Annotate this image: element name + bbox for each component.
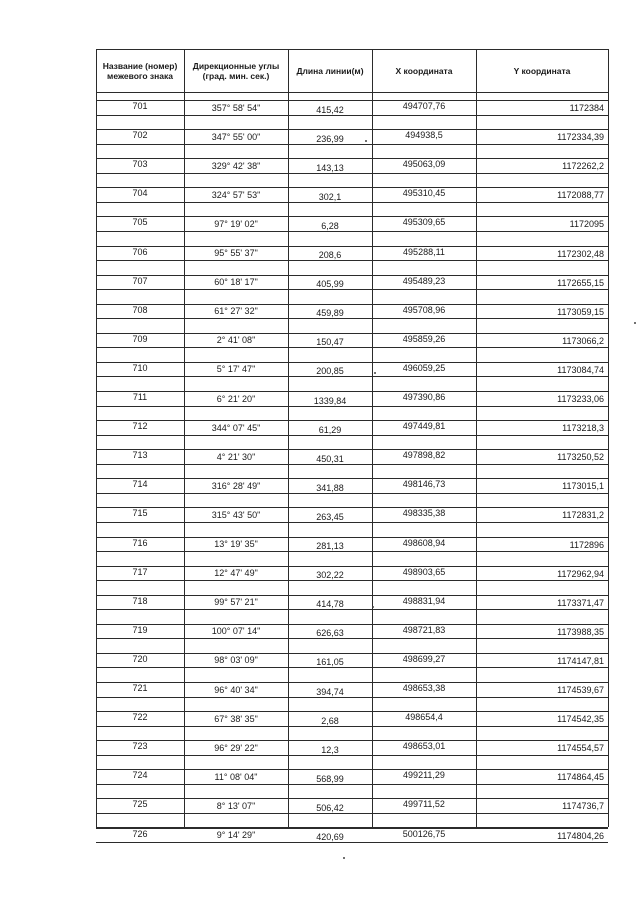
x-coordinate-cell: 500126,75	[402, 829, 446, 839]
segment-divider	[96, 347, 608, 348]
segment-divider	[96, 842, 608, 843]
point-name-cell: 725	[132, 799, 148, 809]
point-name-cell: 707	[132, 276, 148, 286]
point-name-cell: 716	[132, 538, 148, 548]
y-coordinate-cell: 1172831,2	[562, 510, 604, 520]
y-coordinate-cell: 1174864,45	[557, 772, 604, 782]
x-coordinate-cell: 494938,5	[405, 130, 443, 140]
y-coordinate-cell: 1174542,35	[557, 714, 604, 724]
segment-divider	[96, 580, 608, 581]
line-length-cell: 143,13	[316, 163, 344, 173]
direction-angle-cell: 67° 38' 35"	[214, 714, 258, 724]
y-coordinate-cell: 1174554,57	[557, 743, 604, 753]
direction-angle-cell: 315° 43' 50"	[211, 510, 261, 520]
scan-speck	[343, 857, 345, 859]
point-name-cell: 719	[132, 625, 148, 635]
segment-divider	[96, 318, 608, 319]
line-length-cell: 459,89	[316, 308, 344, 318]
x-coordinate-cell: 498608,94	[402, 538, 446, 548]
line-length-cell: 415,42	[316, 105, 344, 115]
header-bottom-border	[96, 92, 608, 93]
segment-divider	[96, 435, 608, 436]
point-name-cell: 720	[132, 654, 148, 664]
y-coordinate-cell: 1174539,67	[557, 685, 604, 695]
segment-divider	[96, 638, 608, 639]
y-coordinate-cell: 1172088,77	[557, 190, 604, 200]
point-name-cell: 702	[132, 130, 148, 140]
x-coordinate-cell: 498721,83	[402, 625, 446, 635]
line-length-cell: 12,3	[321, 745, 339, 755]
direction-angle-cell: 96° 40' 34"	[214, 685, 258, 695]
y-coordinate-cell: 1173250,52	[557, 452, 604, 462]
y-coordinate-cell: 1172655,15	[557, 278, 604, 288]
segment-divider	[96, 609, 608, 610]
line-length-cell: 341,88	[316, 483, 344, 493]
segment-divider	[96, 697, 608, 698]
x-coordinate-cell: 495310,45	[402, 188, 446, 198]
point-name-cell: 717	[132, 567, 148, 577]
header-line-length: Длина линии(м)	[296, 65, 364, 76]
segment-divider	[96, 115, 608, 116]
segment-divider	[96, 202, 608, 203]
x-coordinate-cell: 498903,65	[402, 567, 446, 577]
x-coordinate-cell: 498653,38	[402, 683, 446, 693]
segment-divider	[96, 406, 608, 407]
direction-angle-cell: 357° 58' 54"	[211, 103, 261, 113]
y-coordinate-cell: 1173059,15	[557, 307, 604, 317]
x-coordinate-cell: 498335,38	[402, 508, 446, 518]
point-name-cell: 724	[132, 770, 148, 780]
line-length-cell: 208,6	[318, 250, 342, 260]
line-length-cell: 420,69	[316, 832, 344, 842]
segment-divider	[96, 231, 608, 232]
x-coordinate-cell: 495063,09	[402, 159, 446, 169]
point-name-cell: 712	[132, 421, 148, 431]
x-coordinate-cell: 497898,82	[402, 450, 446, 460]
y-coordinate-cell: 1172302,48	[557, 249, 604, 259]
line-length-cell: 2,68	[321, 716, 339, 726]
segment-divider	[96, 522, 608, 523]
direction-angle-cell: 8° 13' 07"	[216, 801, 256, 811]
point-name-cell: 715	[132, 508, 148, 518]
line-length-cell: 6,28	[321, 221, 339, 231]
point-name-cell: 713	[132, 450, 148, 460]
segment-divider	[96, 464, 608, 465]
point-name-cell: 701	[132, 101, 148, 111]
point-name-cell: 726	[132, 829, 148, 839]
segment-divider	[96, 376, 608, 377]
point-name-cell: 723	[132, 741, 148, 751]
x-coordinate-cell: 497390,86	[402, 392, 446, 402]
y-coordinate-cell: 1173015,1	[562, 481, 604, 491]
x-coordinate-cell: 495309,65	[402, 217, 446, 227]
y-coordinate-cell: 1173988,35	[557, 627, 604, 637]
x-coordinate-cell: 498831,94	[402, 596, 446, 606]
direction-angle-cell: 60° 18' 17"	[214, 277, 258, 287]
direction-angle-cell: 347° 55' 00"	[211, 132, 261, 142]
y-coordinate-cell: 1172334,39	[557, 132, 604, 142]
direction-angle-cell: 98° 03' 09"	[214, 655, 258, 665]
point-name-cell: 711	[132, 392, 148, 402]
segment-divider	[96, 784, 608, 785]
header-direction-angle: Дирекционные углы (град. мин. сек.)	[192, 60, 280, 81]
line-length-cell: 302,22	[316, 570, 344, 580]
segment-divider	[96, 667, 608, 668]
segment-divider	[96, 813, 608, 814]
y-coordinate-cell: 1174804,26	[557, 831, 604, 841]
x-coordinate-cell: 495489,23	[402, 276, 446, 286]
x-coordinate-cell: 498699,27	[402, 654, 446, 664]
line-length-cell: 61,29	[318, 425, 342, 435]
y-coordinate-cell: 1173233,06	[557, 394, 604, 404]
scan-speck	[374, 372, 376, 374]
x-coordinate-cell: 497449,81	[402, 421, 446, 431]
point-name-cell: 722	[132, 712, 148, 722]
direction-angle-cell: 11° 08' 04"	[214, 772, 258, 782]
line-length-cell: 568,99	[316, 774, 344, 784]
direction-angle-cell: 95° 55' 37"	[214, 248, 258, 258]
y-coordinate-cell: 1172896	[569, 540, 604, 550]
point-name-cell: 709	[132, 334, 148, 344]
segment-divider	[96, 755, 608, 756]
line-length-cell: 626,63	[316, 628, 344, 638]
x-coordinate-cell: 494707,76	[402, 101, 446, 111]
x-coordinate-cell: 499711,52	[403, 799, 445, 809]
y-coordinate-cell: 1174736,7	[562, 801, 604, 811]
point-name-cell: 708	[132, 305, 148, 315]
x-coordinate-cell: 498146,73	[402, 479, 446, 489]
line-length-cell: 263,45	[316, 512, 344, 522]
table-bottom-border	[96, 827, 608, 828]
line-length-cell: 405,99	[316, 279, 344, 289]
point-name-cell: 705	[132, 217, 148, 227]
line-length-cell: 414,78	[316, 599, 344, 609]
direction-angle-cell: 329° 42' 38"	[211, 161, 261, 171]
line-length-cell: 394,74	[316, 687, 344, 697]
segment-divider	[96, 493, 608, 494]
header-point-name: Название (номер) межевого знака	[102, 60, 178, 81]
line-length-cell: 450,31	[316, 454, 344, 464]
line-length-cell: 236,99	[316, 134, 344, 144]
line-length-cell: 281,13	[316, 541, 344, 551]
header-x-coordinate: X координата	[395, 65, 453, 76]
direction-angle-cell: 61° 27' 32"	[214, 306, 258, 316]
segment-divider	[96, 144, 608, 145]
line-length-cell: 200,85	[316, 366, 344, 376]
point-name-cell: 706	[132, 247, 148, 257]
point-name-cell: 703	[132, 159, 148, 169]
header-y-coordinate: Y координата	[513, 65, 571, 76]
direction-angle-cell: 2° 41' 08"	[216, 335, 256, 345]
x-coordinate-cell: 495288,11	[403, 247, 445, 257]
line-length-cell: 302,1	[318, 192, 342, 202]
point-name-cell: 710	[132, 363, 148, 373]
direction-angle-cell: 324° 57' 53"	[211, 190, 261, 200]
point-name-cell: 718	[132, 596, 148, 606]
y-coordinate-cell: 1172262,2	[562, 161, 604, 171]
scan-speck	[365, 140, 367, 142]
y-coordinate-cell: 1173371,47	[557, 598, 604, 608]
x-coordinate-cell: 499211,29	[403, 770, 445, 780]
direction-angle-cell: 100° 07' 14"	[211, 626, 261, 636]
direction-angle-cell: 9° 14' 29"	[216, 830, 256, 840]
direction-angle-cell: 4° 21' 30"	[216, 452, 256, 462]
direction-angle-cell: 5° 17' 47"	[216, 364, 256, 374]
scan-speck	[372, 606, 374, 608]
x-coordinate-cell: 495859,26	[402, 334, 446, 344]
segment-divider	[96, 551, 608, 552]
direction-angle-cell: 316° 28' 49"	[211, 481, 261, 491]
direction-angle-cell: 97° 19' 02"	[214, 219, 258, 229]
direction-angle-cell: 6° 21' 20"	[216, 394, 256, 404]
segment-divider	[96, 289, 608, 290]
line-length-cell: 506,42	[316, 803, 344, 813]
y-coordinate-cell: 1172384	[569, 103, 604, 113]
y-coordinate-cell: 1172095	[569, 219, 604, 229]
line-length-cell: 1339,84	[313, 396, 347, 406]
direction-angle-cell: 344° 07' 45"	[211, 423, 261, 433]
x-coordinate-cell: 498654,4	[405, 712, 443, 722]
x-coordinate-cell: 496059,25	[402, 363, 446, 373]
y-coordinate-cell: 1173066,2	[562, 336, 604, 346]
y-coordinate-cell: 1174147,81	[557, 656, 604, 666]
point-name-cell: 721	[132, 683, 148, 693]
x-coordinate-cell: 498653,01	[402, 741, 446, 751]
point-name-cell: 714	[132, 479, 148, 489]
line-length-cell: 161,05	[316, 657, 344, 667]
scan-speck	[634, 322, 636, 324]
direction-angle-cell: 96° 29' 22"	[214, 743, 258, 753]
y-coordinate-cell: 1172962,94	[557, 569, 604, 579]
x-coordinate-cell: 495708,96	[402, 305, 446, 315]
line-length-cell: 150,47	[316, 337, 344, 347]
y-coordinate-cell: 1173084,74	[557, 365, 604, 375]
direction-angle-cell: 99° 57' 21"	[214, 597, 258, 607]
segment-divider	[96, 173, 608, 174]
segment-divider	[96, 260, 608, 261]
point-name-cell: 704	[132, 188, 148, 198]
segment-divider	[96, 726, 608, 727]
direction-angle-cell: 13° 19' 35"	[214, 539, 258, 549]
direction-angle-cell: 12° 47' 49"	[214, 568, 258, 578]
y-coordinate-cell: 1173218,3	[562, 423, 604, 433]
table-right-border	[608, 49, 609, 827]
